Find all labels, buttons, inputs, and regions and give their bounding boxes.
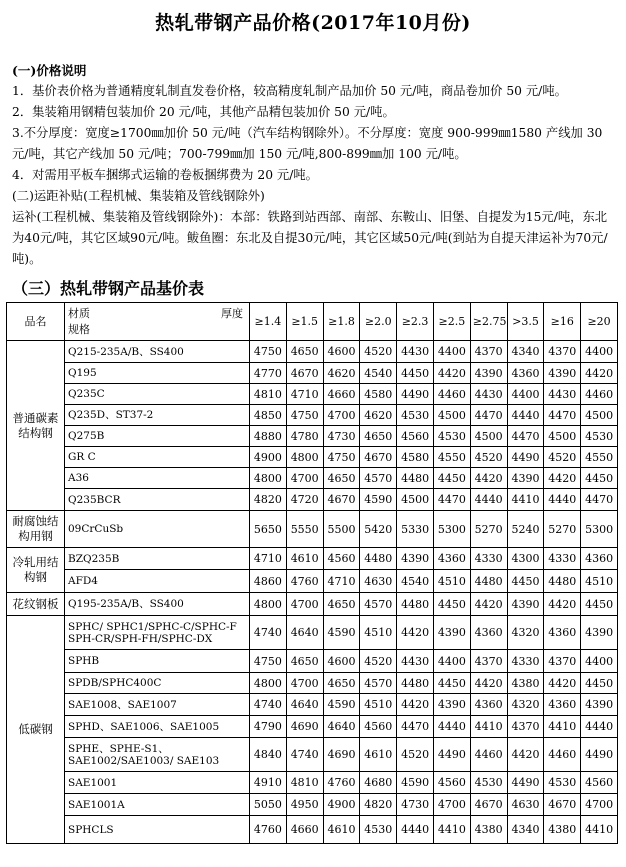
page-title: 热轧带钢产品价格(2017年10月份)	[155, 12, 471, 34]
price-cell: 4420	[397, 694, 434, 716]
price-cell: 4470	[470, 405, 507, 426]
price-cell: 4550	[433, 447, 470, 468]
price-cell: 4470	[507, 426, 544, 447]
price-cell: 4570	[360, 673, 397, 694]
price-cell: 4510	[360, 616, 397, 650]
price-cell: 4600	[323, 650, 360, 673]
price-cell: 4460	[470, 738, 507, 772]
price-cell: 4630	[360, 570, 397, 593]
price-cell: 4690	[286, 716, 323, 738]
spec-cell: SPDB/SPHC400C	[65, 673, 250, 694]
price-cell: 4320	[507, 616, 544, 650]
table-row	[7, 593, 618, 616]
price-cell: 4810	[286, 772, 323, 794]
price-cell: 4430	[397, 341, 434, 363]
table-row	[7, 816, 618, 844]
price-cell: 4650	[323, 468, 360, 489]
price-cell: 4580	[397, 447, 434, 468]
price-cell: 4490	[397, 384, 434, 405]
price-cell: 4620	[360, 405, 397, 426]
price-cell: 4580	[360, 384, 397, 405]
spec-cell: GR C	[65, 447, 250, 468]
header-thickness: ≥1.4	[250, 303, 287, 341]
price-cell: 4500	[544, 426, 581, 447]
price-cell: 4380	[507, 673, 544, 694]
spec-cell: SPHD、SAE1006、SAE1005	[65, 716, 250, 738]
price-cell: 4650	[323, 593, 360, 616]
price-cell: 4420	[581, 363, 618, 384]
price-cell: 5420	[360, 511, 397, 548]
price-cell: 4390	[544, 363, 581, 384]
price-cell: 4690	[323, 738, 360, 772]
header-spec-label: 规格	[68, 322, 90, 336]
price-cell: 4630	[507, 794, 544, 816]
price-cell: 4390	[470, 363, 507, 384]
price-cell: 4440	[581, 716, 618, 738]
note-line: 运补(工程机械、集装箱及管线钢除外)：本部：铁路到站西部、南部、东鞍山、旧堡、自提发为15元/吨，东北为40元/吨，其它区域90元/吨。鲅鱼圈：东北及自提30元/吨，其它区域50元/吨(到站为自提天津运补为70元/吨)。	[12, 210, 608, 266]
spec-cell: SPHB	[65, 650, 250, 673]
note-line: 1．基价表价格为普通精度轧制直发卷价格，较高精度轧制产品加价 50 元/吨，商品卷加价 50 元/吨。	[12, 84, 567, 98]
price-cell: 4590	[323, 694, 360, 716]
price-cell: 4530	[581, 426, 618, 447]
note-line: 4．对需用平板车捆绑式运输的卷板捆绑费为 20 元/吨。	[12, 168, 318, 182]
price-cell: 4440	[433, 716, 470, 738]
price-cell: 4520	[397, 738, 434, 772]
spec-cell: 09CrCuSb	[65, 511, 250, 548]
spec-cell: AFD4	[65, 570, 250, 593]
price-cell: 4500	[433, 405, 470, 426]
header-thickness: ≥2.0	[360, 303, 397, 341]
price-cell: 4390	[507, 468, 544, 489]
price-cell: 4450	[433, 468, 470, 489]
price-cell: 4450	[507, 570, 544, 593]
price-cell: 4480	[544, 570, 581, 593]
price-cell: 4760	[250, 816, 287, 844]
price-cell: 4700	[286, 673, 323, 694]
note-line: 3.不分厚度：宽度≥1700㎜加价 50 元/吨（汽车结构钢除外）。不分厚度：宽度 900-999㎜1580 产线加 30 元/吨，其它产线加 50 元/吨；700-799㎜加 150 元/吨,800-899㎜加 100 元/吨。	[12, 126, 603, 161]
price-cell: 4800	[250, 673, 287, 694]
price-cell: 4430	[397, 650, 434, 673]
spec-cell: Q275B	[65, 426, 250, 447]
price-cell: 4420	[433, 363, 470, 384]
price-cell: 4650	[323, 673, 360, 694]
spec-cell: SAE1001A	[65, 794, 250, 816]
price-cell: 4380	[470, 816, 507, 844]
price-cell: 4480	[397, 593, 434, 616]
price-cell: 4330	[544, 548, 581, 570]
spec-cell: SPHC/ SPHC1/SPHC-C/SPHC-F SPH-CR/SPH-FH/SPHC-DX	[65, 616, 250, 650]
price-cell: 4750	[323, 447, 360, 468]
header-thickness: ≥1.8	[323, 303, 360, 341]
table-body	[7, 341, 618, 844]
price-cell: 4640	[286, 616, 323, 650]
price-cell: 4740	[250, 616, 287, 650]
price-cell: 4530	[433, 426, 470, 447]
table-row	[7, 468, 618, 489]
price-cell: 4710	[286, 384, 323, 405]
price-cell: 4590	[323, 616, 360, 650]
price-cell: 4740	[286, 738, 323, 772]
price-cell: 4530	[544, 772, 581, 794]
table-row	[7, 426, 618, 447]
price-cell: 4450	[397, 363, 434, 384]
spec-cell: Q235D、ST37-2	[65, 405, 250, 426]
price-cell: 4660	[286, 816, 323, 844]
price-cell: 4360	[433, 548, 470, 570]
price-cell: 4590	[360, 489, 397, 511]
price-cell: 4900	[250, 447, 287, 468]
price-cell: 4390	[581, 694, 618, 716]
price-cell: 4500	[397, 489, 434, 511]
price-cell: 4530	[360, 816, 397, 844]
table-row	[7, 673, 618, 694]
price-cell: 4370	[544, 650, 581, 673]
spec-cell: SPHE、SPHE-S1、SAE1002/SAE1003/ SAE103	[65, 738, 250, 772]
price-cell: 4800	[250, 468, 287, 489]
price-cell: 4390	[433, 694, 470, 716]
price-cell: 4370	[470, 650, 507, 673]
price-cell: 4660	[323, 384, 360, 405]
price-cell: 4780	[286, 426, 323, 447]
price-cell: 4550	[581, 447, 618, 468]
spec-cell: BZQ235B	[65, 548, 250, 570]
price-cell: 4340	[507, 341, 544, 363]
price-cell: 4320	[507, 694, 544, 716]
price-cell: 4520	[360, 341, 397, 363]
price-cell: 4650	[286, 650, 323, 673]
category-cell: 普通碳素结构钢	[7, 341, 65, 511]
table-row	[7, 489, 618, 511]
price-cell: 4460	[544, 738, 581, 772]
price-cell: 4900	[323, 794, 360, 816]
price-cell: 4470	[397, 716, 434, 738]
price-cell: 4360	[581, 548, 618, 570]
price-cell: 4410	[470, 716, 507, 738]
price-cell: 4360	[470, 616, 507, 650]
price-cell: 4450	[433, 673, 470, 694]
price-cell: 4560	[397, 426, 434, 447]
price-cell: 5650	[250, 511, 287, 548]
price-cell: 4610	[360, 738, 397, 772]
price-cell: 4440	[544, 489, 581, 511]
price-cell: 4730	[323, 426, 360, 447]
price-cell: 5500	[323, 511, 360, 548]
price-cell: 4950	[286, 794, 323, 816]
price-cell: 4560	[323, 548, 360, 570]
table-row	[7, 738, 618, 772]
price-cell: 4520	[470, 447, 507, 468]
price-cell: 4650	[286, 341, 323, 363]
price-cell: 4370	[470, 341, 507, 363]
price-cell: 5330	[397, 511, 434, 548]
header-material-label: 材质	[68, 306, 90, 320]
price-cell: 5300	[433, 511, 470, 548]
price-table	[6, 302, 618, 844]
note-line: 2．集装箱用钢精包装加价 20 元/吨，其他产品精包装加价 50 元/吨。	[12, 105, 395, 119]
price-cell: 4760	[323, 772, 360, 794]
table-row	[7, 384, 618, 405]
price-cell: 4750	[250, 650, 287, 673]
price-cell: 4500	[581, 405, 618, 426]
table-row	[7, 511, 618, 548]
price-cell: 4530	[397, 405, 434, 426]
price-cell: 4490	[433, 738, 470, 772]
price-cell: 4560	[433, 772, 470, 794]
spec-cell: Q195	[65, 363, 250, 384]
header-thickness: ≥16	[544, 303, 581, 341]
price-cell: 4540	[360, 363, 397, 384]
price-cell: 4490	[581, 738, 618, 772]
price-cell: 4400	[433, 650, 470, 673]
price-cell: 4750	[250, 341, 287, 363]
price-cell: 4610	[286, 548, 323, 570]
price-cell: 4470	[433, 489, 470, 511]
table-row	[7, 650, 618, 673]
price-cell: 4570	[360, 468, 397, 489]
price-cell: 4450	[581, 673, 618, 694]
table-header-row	[7, 303, 618, 341]
price-cell: 4500	[470, 426, 507, 447]
spec-cell: Q215-235A/B、SS400	[65, 341, 250, 363]
price-cell: 4510	[360, 694, 397, 716]
price-cell: 4520	[544, 447, 581, 468]
price-cell: 4420	[397, 616, 434, 650]
price-cell: 4700	[581, 794, 618, 816]
price-cell: 4680	[360, 772, 397, 794]
price-cell: 4700	[323, 405, 360, 426]
spec-cell: Q235C	[65, 384, 250, 405]
price-cell: 4420	[544, 468, 581, 489]
table-row	[7, 794, 618, 816]
price-cell: 4470	[544, 405, 581, 426]
price-cell: 4760	[286, 570, 323, 593]
price-cell: 4360	[544, 694, 581, 716]
header-thickness: >3.5	[507, 303, 544, 341]
price-notes	[12, 60, 616, 270]
price-cell: 4420	[470, 468, 507, 489]
table-row	[7, 716, 618, 738]
price-cell: 5300	[581, 511, 618, 548]
price-cell: 4420	[470, 593, 507, 616]
spec-cell: SAE1001	[65, 772, 250, 794]
header-material	[65, 303, 250, 341]
price-cell: 5050	[250, 794, 287, 816]
price-cell: 4530	[470, 772, 507, 794]
price-cell: 4790	[250, 716, 287, 738]
price-cell: 4620	[323, 363, 360, 384]
header-thickness: ≥1.5	[286, 303, 323, 341]
price-cell: 5270	[544, 511, 581, 548]
price-cell: 4850	[250, 405, 287, 426]
price-cell: 4440	[470, 489, 507, 511]
price-cell: 4560	[360, 716, 397, 738]
table-row	[7, 616, 618, 650]
price-cell: 4800	[286, 447, 323, 468]
price-cell: 4490	[507, 772, 544, 794]
price-cell: 4490	[507, 447, 544, 468]
price-cell: 4700	[286, 468, 323, 489]
price-cell: 4700	[286, 593, 323, 616]
price-cell: 4740	[250, 694, 287, 716]
category-cell: 冷轧用结构钢	[7, 548, 65, 593]
price-cell: 4910	[250, 772, 287, 794]
header-thickness: ≥20	[581, 303, 618, 341]
price-cell: 4420	[507, 738, 544, 772]
price-cell: 4730	[397, 794, 434, 816]
section-title: （三）热轧带钢产品基价表	[12, 279, 205, 298]
spec-cell: SAE1008、SAE1007	[65, 694, 250, 716]
price-cell: 4640	[286, 694, 323, 716]
price-cell: 4810	[250, 384, 287, 405]
price-cell: 4440	[397, 816, 434, 844]
price-cell: 4430	[544, 384, 581, 405]
spec-cell: SPHCLS	[65, 816, 250, 844]
price-cell: 4670	[323, 489, 360, 511]
price-cell: 4450	[433, 593, 470, 616]
price-cell: 4670	[470, 794, 507, 816]
price-cell: 4540	[397, 570, 434, 593]
price-cell: 4470	[581, 489, 618, 511]
price-cell: 4480	[397, 673, 434, 694]
price-cell: 4770	[250, 363, 287, 384]
price-cell: 4510	[433, 570, 470, 593]
price-cell: 4670	[286, 363, 323, 384]
price-cell: 4340	[507, 816, 544, 844]
table-row	[7, 447, 618, 468]
price-cell: 4360	[470, 694, 507, 716]
price-cell: 4400	[581, 341, 618, 363]
header-thickness: ≥2.75	[470, 303, 507, 341]
price-cell: 4410	[544, 716, 581, 738]
price-cell: 4390	[397, 548, 434, 570]
price-cell: 4510	[581, 570, 618, 593]
price-cell: 4670	[360, 447, 397, 468]
price-cell: 4840	[250, 738, 287, 772]
price-cell: 4480	[470, 570, 507, 593]
price-cell: 4820	[250, 489, 287, 511]
table-row	[7, 341, 618, 363]
price-cell: 4670	[544, 794, 581, 816]
category-cell: 低碳钢	[7, 616, 65, 844]
price-cell: 4560	[581, 772, 618, 794]
price-cell: 4360	[507, 363, 544, 384]
price-cell: 4440	[507, 405, 544, 426]
price-cell: 4410	[433, 816, 470, 844]
price-cell: 4360	[544, 616, 581, 650]
category-cell: 花纹钢板	[7, 593, 65, 616]
price-cell: 4330	[470, 548, 507, 570]
table-row	[7, 363, 618, 384]
price-cell: 5550	[286, 511, 323, 548]
notes-heading: (一)价格说明	[12, 63, 87, 78]
price-cell: 4640	[323, 716, 360, 738]
header-thickness: ≥2.5	[433, 303, 470, 341]
price-cell: 4710	[250, 548, 287, 570]
price-cell: 5240	[507, 511, 544, 548]
price-cell: 4450	[581, 593, 618, 616]
spec-cell: Q235BCR	[65, 489, 250, 511]
price-cell: 4480	[397, 468, 434, 489]
price-cell: 4480	[360, 548, 397, 570]
price-cell: 4750	[286, 405, 323, 426]
price-cell: 4650	[360, 426, 397, 447]
spec-cell: Q195-235A/B、SS400	[65, 593, 250, 616]
price-cell: 4460	[433, 384, 470, 405]
header-thickness: ≥2.3	[397, 303, 434, 341]
price-cell: 4820	[360, 794, 397, 816]
price-cell: 4610	[323, 816, 360, 844]
table-row	[7, 694, 618, 716]
price-cell: 4330	[507, 650, 544, 673]
price-cell: 4380	[544, 816, 581, 844]
price-cell: 4370	[507, 716, 544, 738]
price-cell: 4570	[360, 593, 397, 616]
price-cell: 4420	[544, 673, 581, 694]
header-thickness-label: 厚度	[221, 306, 243, 320]
price-cell: 4390	[433, 616, 470, 650]
price-cell: 4460	[581, 384, 618, 405]
price-cell: 4880	[250, 426, 287, 447]
table-row	[7, 405, 618, 426]
price-cell: 4390	[507, 593, 544, 616]
price-cell: 4400	[433, 341, 470, 363]
header-category: 品名	[7, 303, 65, 341]
price-cell: 4410	[581, 816, 618, 844]
price-cell: 4860	[250, 570, 287, 593]
price-cell: 4400	[581, 650, 618, 673]
price-cell: 4300	[507, 548, 544, 570]
price-cell: 4420	[544, 593, 581, 616]
price-cell: 4700	[433, 794, 470, 816]
price-cell: 4800	[250, 593, 287, 616]
price-cell: 4370	[544, 341, 581, 363]
table-row	[7, 570, 618, 593]
price-cell: 4400	[507, 384, 544, 405]
price-cell: 4390	[581, 616, 618, 650]
price-cell: 4410	[507, 489, 544, 511]
category-cell: 耐腐蚀结构用钢	[7, 511, 65, 548]
price-cell: 4710	[323, 570, 360, 593]
price-cell: 4720	[286, 489, 323, 511]
table-row	[7, 772, 618, 794]
table-row	[7, 548, 618, 570]
price-cell: 5270	[470, 511, 507, 548]
spec-cell: A36	[65, 468, 250, 489]
note-line: (二)运距补贴(工程机械、集装箱及管线钢除外)	[12, 189, 265, 203]
price-cell: 4430	[470, 384, 507, 405]
price-cell: 4590	[397, 772, 434, 794]
price-cell: 4600	[323, 341, 360, 363]
price-cell: 4420	[470, 673, 507, 694]
price-cell: 4450	[581, 468, 618, 489]
price-cell: 4520	[360, 650, 397, 673]
